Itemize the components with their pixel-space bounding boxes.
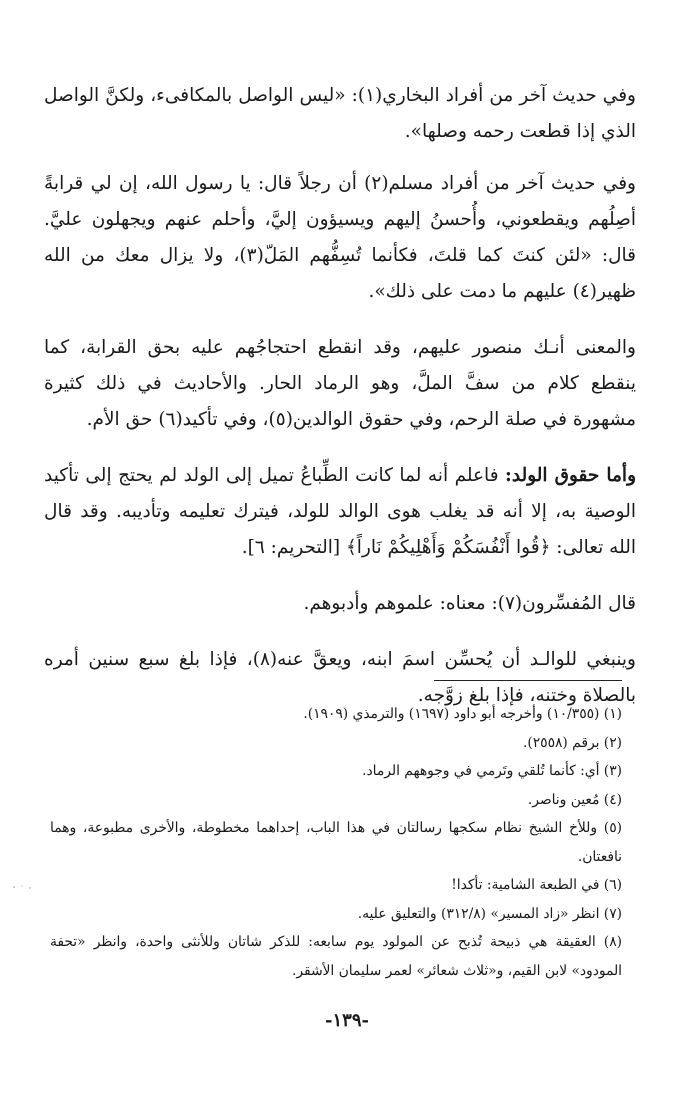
footnote-divider [434,680,622,681]
paragraph-naming: وينبغي للوالـد أن يُحسِّن اسمَ ابنه، ويعقَّ عنه(٨)، فإذا بلغ سبع سنين أمره بالصلاة وختنه، فإذا بلغ زوَّجه. [44,649,636,706]
paragraph-meaning: والمعنى أنـك منصور عليهم، وقد انقطع احتجاجُهم عليه بحق القرابة، كما ينقطع كلام من سفَّ الملَّ، وهو الرماد الحار. والأحاديث في ذلك كثيرة مشهورة في صلة الرحم، وفي حقوق الوالدين(٥)، وفي تأكيد(٦) حق الأم. [44,337,636,430]
footnote-2: (٢) برقم (٢٥٥٨). [522,734,622,751]
footnote-5: (٥) وللأخ الشيخ نظام سكجها رسالتان في هذا الباب، إحداهما مخطوطة، والأخرى مطبوعة، وهما نافعتان. [50,820,622,865]
footnote-3: (٣) أي: كأنما تُلقي وتَرمي في وجوههم الرماد. [362,763,622,779]
page-body [44,78,636,734]
footnote-6: (٦) في الطبعة الشامية: تأكدا! [451,877,622,893]
paragraph-bukhari-hadith: وفي حديث آخر من أفراد البخاري(١): «ليس الواصل بالمكافىء، ولكنَّ الواصل الذي إذا قطعت رحمه وصلها». [44,85,636,142]
paragraph-muslim-hadith: وفي حديث آخر من أفراد مسلم(٢) أن رجلاً قال: يا رسول الله، إن لي قرابةً أصِلُهم ويقطعوني، وأُحسنُ إليهم ويسيؤون إليَّ، وأحلم عنهم ويجهلون عليَّ. قال: «لئن كنتَ كما قلتَ، فكأنما تُسِفُّهم المَلّ(٣)، ولا يزال معك من الله ظهير(٤) عليهم ما دمت على ذلك». [44,173,636,302]
footnote-8: (٨) العقيقة هي ذبيحة تُذبح عن المولود يوم سابعه: للذكر شاتان وللأنثى واحدة، وانظر «تحفة المودود» لابن القيم، و«ثلاث شعائر» لعمر سليمان الأشقر. [50,934,622,979]
footnotes [50,700,622,985]
section-heading: وأما حقوق الولد: [505,465,636,486]
footnote-1: (١) (١٠/٣٥٥) وأخرجه أبو داود (١٦٩٧) والترمذي (١٩٠٩). [303,706,622,722]
scan-speck-mark [8,878,38,898]
footnote-7: (٧) انظر «زاد المسير» (٣١٢/٨) والتعليق عليه. [357,905,622,922]
page-number: -١٣٩- [325,1010,369,1031]
footnote-4: (٤) مُعين وناصر. [527,791,622,808]
paragraph-child-rights-text: فاعلم أنه لما كانت الطِّباعُ تميل إلى الولد لم يحتج إلى تأكيد الوصية به، إلا أنه قد يغلب هوى الوالد للولد، فيترك تعليمه وتأديبه. وقد قال الله تعالى: ﴿قُوا أَنْفُسَكُمْ وَأَهْلِيكُمْ نَاراً﴾ [التحريم: ٦]. [44,465,636,558]
paragraph-mufassirun: قال المُفسِّرون(٧): معناه: علموهم وأدبوهم. [303,593,636,614]
paragraph-child-rights [44,458,636,566]
